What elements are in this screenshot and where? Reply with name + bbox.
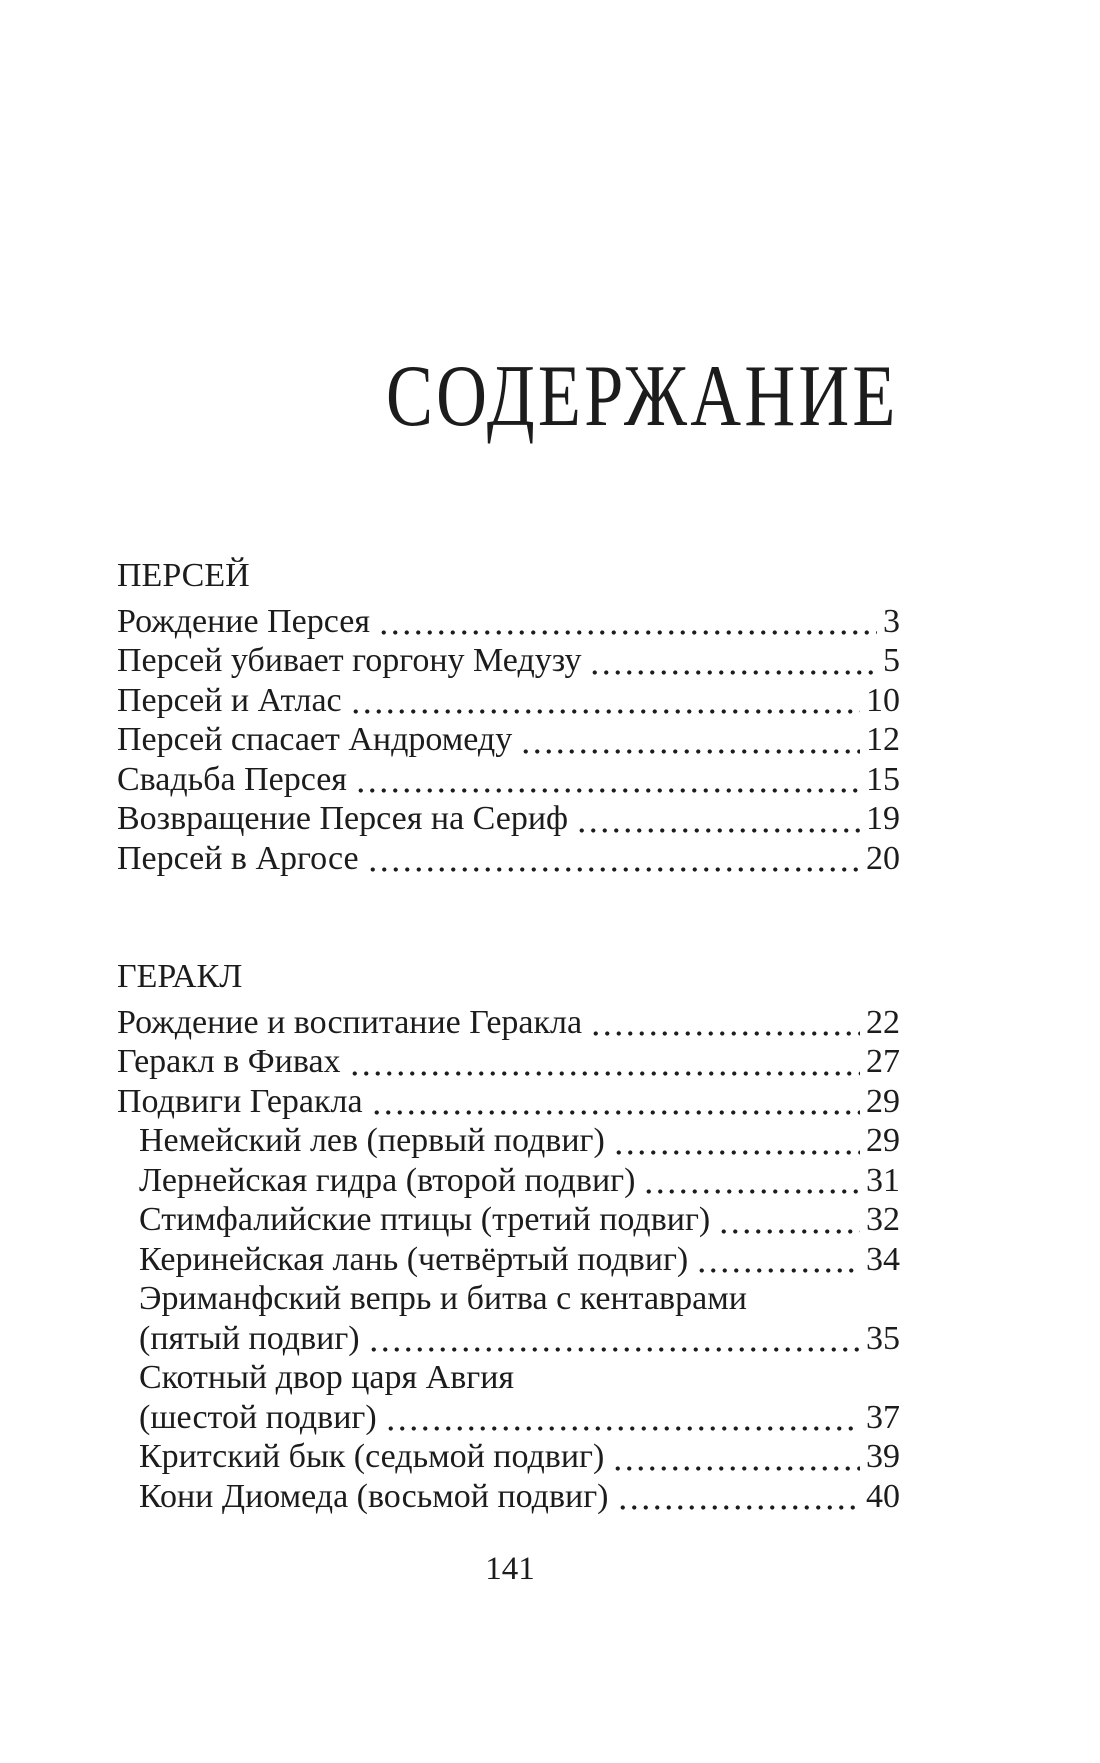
toc-entry-title: Керинейская лань (четвёртый подвиг) [139,1240,689,1278]
toc-entry-row [117,720,900,760]
dot-leader [350,681,860,721]
dot-leader [367,839,860,879]
toc-entry-row [117,1200,900,1240]
toc-entry-row [117,1398,900,1438]
toc-entry-title: Персей в Аргосе [117,839,359,877]
toc-entry-row [117,1279,900,1319]
toc-entry-row [117,641,900,681]
dot-leader [718,1200,860,1240]
dot-leader [589,641,877,681]
page-title: СОДЕРЖАНИЕ [386,348,899,445]
toc-entry-title: Эриманфский вепрь и битва с кентаврами [139,1280,747,1317]
toc-entry-page-number: 39 [866,1438,900,1475]
dot-leader [385,1398,860,1438]
section-header: ГЕРАКЛ [117,958,243,995]
toc-entry-title: Подвиги Геракла [117,1082,363,1120]
toc-entry-title: (шестой подвиг) [139,1398,377,1436]
toc-entry-title: Критский бык (седьмой подвиг) [139,1438,605,1475]
toc-entry-row [117,1437,900,1477]
toc-entry-title: Персей убивает горгону Медузу [117,642,582,679]
toc-entry-row [117,760,900,800]
toc-section [117,556,900,878]
dot-leader [590,1003,860,1043]
toc-entry-row [117,839,900,879]
toc-entry-page-number: 27 [866,1043,900,1080]
dot-leader [576,799,860,839]
toc-entry-row [117,1121,900,1161]
toc-entry-page-number: 31 [866,1161,900,1199]
dot-leader [613,1121,860,1161]
toc-entry-page-number: 29 [866,1122,900,1159]
toc-entry-title: Рождение Персея [117,602,370,640]
toc-entry-row [117,799,900,839]
toc-entry-page-number: 35 [866,1319,900,1357]
folio-page-number: 141 [485,1551,535,1587]
toc-entry-title: Рождение и воспитание Геракла [117,1003,583,1041]
toc-entry-row [117,1240,900,1280]
toc-entry-row [117,1477,900,1517]
toc-entry-row [117,1319,900,1359]
dot-leader [349,1042,860,1082]
toc-entry-row [117,1358,900,1398]
dot-leader [643,1161,860,1201]
toc-entry-page-number: 20 [866,839,900,877]
toc-entry-page-number: 40 [866,1477,900,1515]
toc-entry-row [117,1161,900,1201]
toc-entry-title: Возвращение Персея на Сериф [117,800,569,837]
toc-entry-page-number: 19 [866,800,900,837]
dot-leader [378,602,877,642]
toc-entry-title: Персей и Атлас [117,681,342,719]
toc-entry-page-number: 32 [866,1201,900,1238]
toc-entry-title: Кони Диомеда (восьмой подвиг) [139,1477,609,1515]
dot-leader [520,720,860,760]
dot-leader [355,760,860,800]
table-of-contents [117,556,900,1516]
toc-entry-page-number: 34 [866,1240,900,1278]
toc-entry-title: Персей спасает Андромеду [117,721,513,758]
toc-entry-title: Скотный двор царя Авгия [139,1359,515,1396]
dot-leader [371,1082,860,1122]
toc-entry-row [117,1003,900,1043]
toc-entry-title: Стимфалийские птицы (третий подвиг) [139,1201,711,1238]
dot-leader [617,1477,861,1517]
toc-entry-row [117,1082,900,1122]
toc-entry-page-number: 22 [866,1003,900,1041]
toc-entry-page-number: 37 [866,1398,900,1436]
toc-entry-title: Геракл в Фивах [117,1043,341,1080]
toc-entry-page-number: 5 [883,642,900,679]
toc-entry-page-number: 10 [866,681,900,719]
toc-entry-page-number: 3 [883,602,900,640]
toc-entry-page-number: 29 [866,1082,900,1120]
toc-entry-row [117,1042,900,1082]
dot-leader [696,1240,860,1280]
toc-entry-title: Свадьба Персея [117,760,347,798]
section-header: ПЕРСЕЙ [117,557,250,594]
dot-leader [612,1437,860,1477]
dot-leader [368,1319,860,1359]
toc-entry-title: Лернейская гидра (второй подвиг) [139,1161,636,1199]
toc-section [117,957,900,1516]
toc-entry-page-number: 12 [866,721,900,758]
toc-entry-title: Немейский лев (первый подвиг) [139,1122,605,1159]
toc-entry-row [117,681,900,721]
toc-entry-row [117,602,900,642]
toc-entry-page-number: 15 [866,760,900,798]
toc-entry-title: (пятый подвиг) [139,1319,360,1357]
